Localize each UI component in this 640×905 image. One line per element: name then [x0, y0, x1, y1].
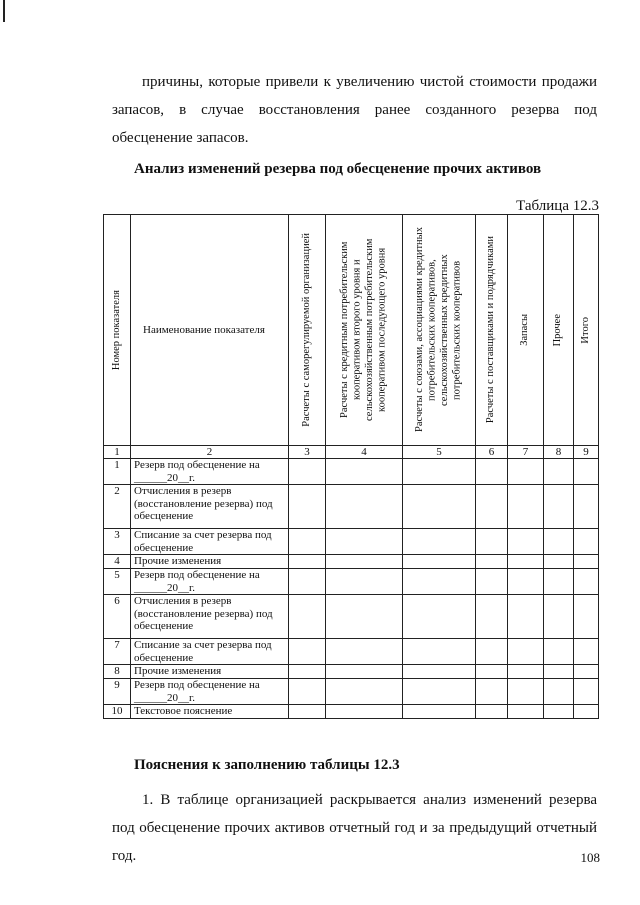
empty-cell: [574, 555, 599, 569]
empty-cell: [476, 705, 508, 719]
empty-cell: [574, 595, 599, 639]
empty-cell: [476, 529, 508, 555]
empty-cell: [574, 569, 599, 595]
empty-cell: [508, 595, 544, 639]
header-other: Прочее: [544, 215, 574, 446]
empty-cell: [326, 569, 403, 595]
table-row: [104, 485, 599, 529]
column-number: 9: [574, 446, 599, 459]
empty-cell: [544, 679, 574, 705]
intro-paragraph: причины, которые привели к увеличению чистой стоимости продажи запасов, в случае восстановления ранее созданного резерва под обесценение запасов.: [112, 74, 597, 146]
header-unions: Расчеты с союзами, ассоциациями кредитных потребительских кооперативов, сельскохозяйственных кредитных потребительских кооперативов: [403, 215, 476, 446]
empty-cell: [289, 665, 326, 679]
empty-cell: [574, 639, 599, 665]
empty-cell: [508, 705, 544, 719]
empty-cell: [289, 555, 326, 569]
empty-cell: [326, 679, 403, 705]
empty-cell: [544, 485, 574, 529]
row-number: 2: [104, 485, 131, 529]
empty-cell: [476, 665, 508, 679]
notes-paragraph: 1. В таблице организацией раскрывается анализ изменений резерва под обесценение прочих активов отчетный год и за предыдущий отчетный год.: [112, 792, 597, 864]
header-inventory: Запасы: [508, 215, 544, 446]
page-number: 108: [580, 850, 600, 865]
empty-cell: [544, 705, 574, 719]
empty-cell: [476, 639, 508, 665]
row-name: Прочие изменения: [131, 665, 289, 679]
row-number: 5: [104, 569, 131, 595]
row-number: 9: [104, 679, 131, 705]
empty-cell: [289, 485, 326, 529]
empty-cell: [403, 485, 476, 529]
empty-cell: [544, 529, 574, 555]
empty-cell: [574, 679, 599, 705]
row-name: Текстовое пояснение: [131, 705, 289, 719]
scan-edge-mark: [3, 0, 5, 22]
row-number: 8: [104, 665, 131, 679]
table-row: [104, 555, 599, 569]
empty-cell: [574, 529, 599, 555]
column-number-row: [104, 446, 599, 459]
row-number: 6: [104, 595, 131, 639]
empty-cell: [544, 569, 574, 595]
empty-cell: [508, 665, 544, 679]
column-number: 3: [289, 446, 326, 459]
empty-cell: [574, 705, 599, 719]
empty-cell: [574, 459, 599, 485]
column-number: 1: [104, 446, 131, 459]
row-name: Списание за счет резерва под обесценение: [131, 529, 289, 555]
empty-cell: [508, 639, 544, 665]
empty-cell: [289, 679, 326, 705]
empty-cell: [326, 459, 403, 485]
empty-cell: [508, 679, 544, 705]
empty-cell: [476, 555, 508, 569]
table-row: [104, 639, 599, 665]
empty-cell: [403, 569, 476, 595]
column-number: 8: [544, 446, 574, 459]
empty-cell: [289, 595, 326, 639]
empty-cell: [326, 529, 403, 555]
empty-cell: [403, 459, 476, 485]
empty-cell: [476, 595, 508, 639]
empty-cell: [326, 639, 403, 665]
empty-cell: [403, 705, 476, 719]
header-self-regulated: Расчеты с саморегулируемой организацией: [289, 215, 326, 446]
page-title: Анализ изменений резерва под обесценение прочих активов: [134, 161, 542, 177]
empty-cell: [574, 665, 599, 679]
column-number: 4: [326, 446, 403, 459]
empty-cell: [403, 595, 476, 639]
empty-cell: [289, 705, 326, 719]
notes-title: Пояснения к заполнению таблицы 12.3: [134, 757, 400, 773]
empty-cell: [508, 529, 544, 555]
empty-cell: [403, 639, 476, 665]
empty-cell: [476, 485, 508, 529]
empty-cell: [289, 529, 326, 555]
empty-cell: [326, 665, 403, 679]
row-name: Резерв под обесценение на ______20__г.: [131, 459, 289, 485]
table-header-row: [104, 215, 599, 446]
column-number: 2: [131, 446, 289, 459]
empty-cell: [326, 485, 403, 529]
row-name: Прочие изменения: [131, 555, 289, 569]
header-total: Итого: [574, 215, 599, 446]
header-number: Номер показателя: [104, 215, 131, 446]
empty-cell: [403, 555, 476, 569]
reserve-table: [103, 214, 599, 719]
row-number: 7: [104, 639, 131, 665]
empty-cell: [508, 555, 544, 569]
empty-cell: [544, 595, 574, 639]
empty-cell: [544, 639, 574, 665]
row-number: 10: [104, 705, 131, 719]
empty-cell: [544, 459, 574, 485]
table-row: [104, 529, 599, 555]
empty-cell: [403, 665, 476, 679]
row-name: Списание за счет резерва под обесценение: [131, 639, 289, 665]
row-number: 4: [104, 555, 131, 569]
empty-cell: [326, 705, 403, 719]
table-row: [104, 679, 599, 705]
empty-cell: [289, 639, 326, 665]
table-row: [104, 569, 599, 595]
empty-cell: [289, 459, 326, 485]
row-name: Отчисления в резерв (восстановление резерва) под обесценение: [131, 595, 289, 639]
table-label: Таблица 12.3: [516, 198, 599, 214]
empty-cell: [476, 459, 508, 485]
table-row: [104, 705, 599, 719]
header-name: Наименование показателя: [131, 215, 289, 446]
empty-cell: [476, 569, 508, 595]
empty-cell: [289, 569, 326, 595]
empty-cell: [476, 679, 508, 705]
empty-cell: [326, 595, 403, 639]
empty-cell: [508, 485, 544, 529]
row-name: Отчисления в резерв (восстановление резерва) под обесценение: [131, 485, 289, 529]
row-name: Резерв под обесценение на ______20__г.: [131, 569, 289, 595]
column-number: 7: [508, 446, 544, 459]
empty-cell: [508, 569, 544, 595]
empty-cell: [508, 459, 544, 485]
empty-cell: [326, 555, 403, 569]
table-row: [104, 665, 599, 679]
column-number: 5: [403, 446, 476, 459]
row-number: 3: [104, 529, 131, 555]
empty-cell: [544, 555, 574, 569]
row-name: Резерв под обесценение на ______20__г.: [131, 679, 289, 705]
empty-cell: [544, 665, 574, 679]
header-suppliers: Расчеты с поставщиками и подрядчиками: [476, 215, 508, 446]
empty-cell: [574, 485, 599, 529]
empty-cell: [403, 529, 476, 555]
empty-cell: [403, 679, 476, 705]
header-credit-coop: Расчеты с кредитным потребительским кооперативом второго уровня и сельскохозяйственным потребительским кооперативом последующего уровня: [326, 215, 403, 446]
row-number: 1: [104, 459, 131, 485]
table-row: [104, 459, 599, 485]
column-number: 6: [476, 446, 508, 459]
table-row: [104, 595, 599, 639]
